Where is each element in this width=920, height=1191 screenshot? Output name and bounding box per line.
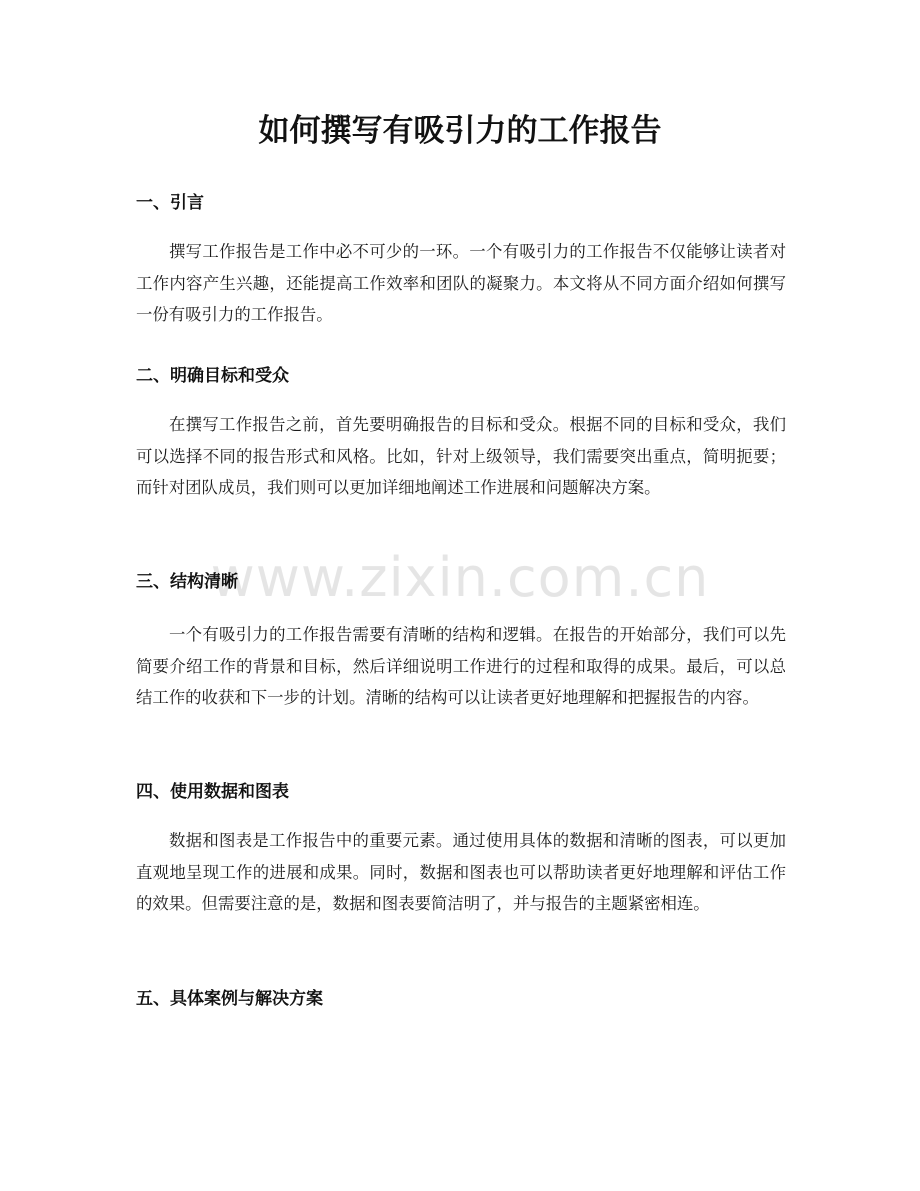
section-paragraph-data-charts: 数据和图表是工作报告中的重要元素。通过使用具体的数据和清晰的图表，可以更加直观地呈现工作的进展和成果。同时，数据和图表也可以帮助读者更好地理解和评估工作的效果。但需要注意的是，数据和图表要简洁明了，并与报告的主题紧密相连。 [136,831,786,913]
section-heading-introduction: 一、引言 [136,193,204,213]
section-paragraph-introduction: 撰写工作报告是工作中必不可少的一环。一个有吸引力的工作报告不仅能够让读者对工作内容产生兴趣，还能提高工作效率和团队的凝聚力。本文将从不同方面介绍如何撰写一份有吸引力的工作报告。 [136,242,786,324]
section-heading-clear-structure: 三、结构清晰 [136,572,238,592]
section-heading-goals-audience: 二、明确目标和受众 [136,366,289,386]
section-heading-data-charts: 四、使用数据和图表 [136,782,289,802]
section-paragraph-clear-structure: 一个有吸引力的工作报告需要有清晰的结构和逻辑。在报告的开始部分，我们可以先简要介绍工作的背景和目标，然后详细说明工作进行的过程和取得的成果。最后，可以总结工作的收获和下一步的计划。清晰的结构可以让读者更好地理解和把握报告的内容。 [136,625,786,707]
section-paragraph-goals-audience: 在撰写工作报告之前，首先要明确报告的目标和受众。根据不同的目标和受众，我们可以选择不同的报告形式和风格。比如，针对上级领导，我们需要突出重点，简明扼要；而针对团队成员，我们则可以更加详细地阐述工作进展和问题解决方案。 [136,415,786,497]
section-heading-cases-solutions: 五、具体案例与解决方案 [136,989,323,1009]
watermark-text: www.zixin.com.cn [210,546,710,609]
document-title: 如何撰写有吸引力的工作报告 [258,113,662,149]
